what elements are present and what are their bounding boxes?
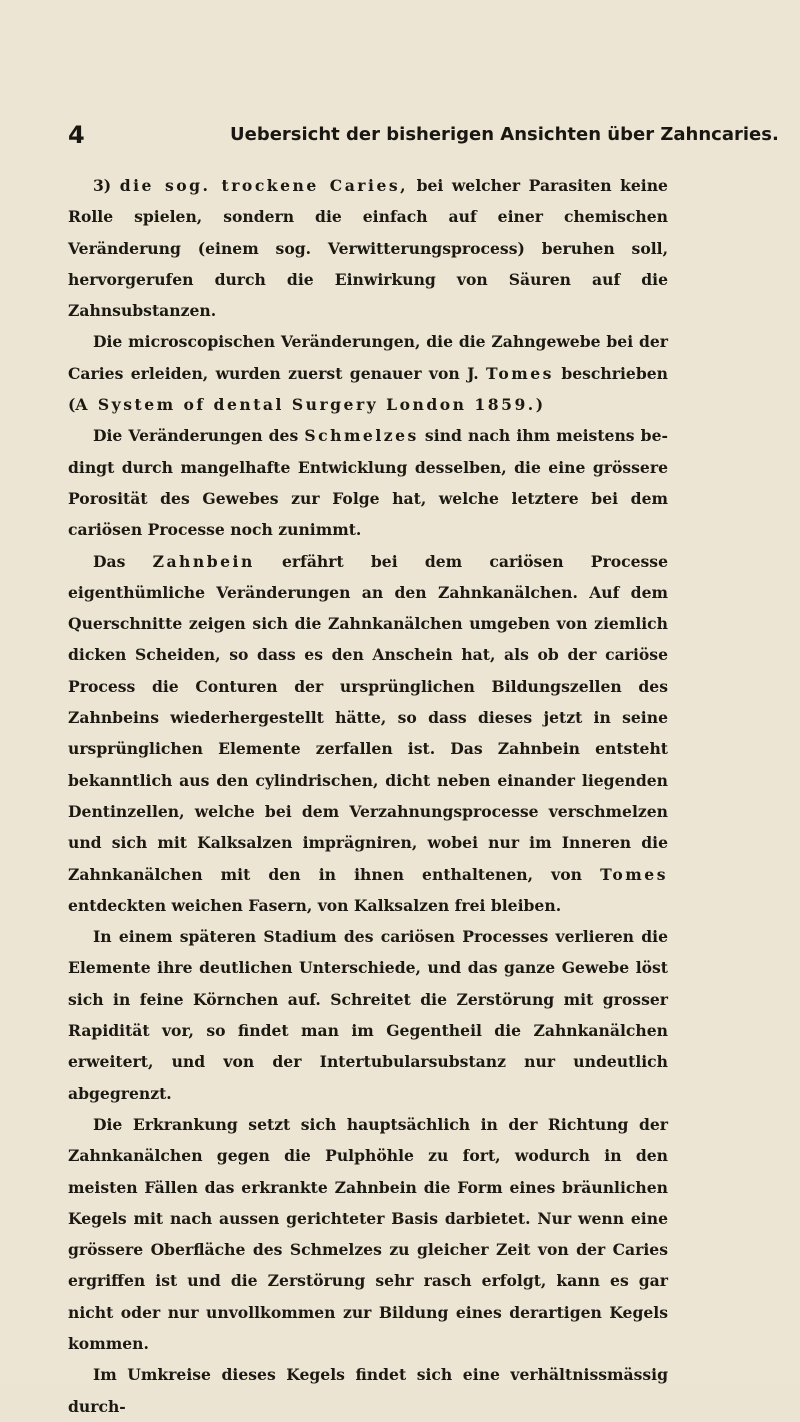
paragraph (68, 1109, 668, 1359)
text-run: Das (92, 551, 153, 571)
paragraph (68, 326, 668, 420)
text-run: erfährt bei dem cariösen Processe eigenthümliche Veränderungen an den Zahnkanälchen. Auf dem Querschnitte zeigen sich die Zahnkanälchen umgeben von ziemlich dicken Scheiden, so dass es den Anschein hat, als ob der cariöse Process die Conturen der ursprünglichen Bildungszellen des Zahnbeins wiederhergestellt hätte, so dass dieses jetzt in seine ursprünglichen Elemente zerfallen ist. Das Zahnbein entsteht bekanntlich aus den cylindrischen, dicht neben einander liegenden Dentinzellen, welche bei dem Verzahnungsprocesse verschmelzen und sich mit Kalksalzen imprägniren, wobei nur im Inneren die Zahnkanälchen mit den in ihnen enthaltenen, von (68, 551, 668, 884)
text-run: ) (535, 395, 544, 415)
text-run: Die Erkrankung setzt sich hauptsächlich in der Richtung der Zahnkanälchen gegen die Pulphöhle zu fort, wodurch in den meisten Fällen das erkrankte Zahnbein die Form eines bräunlichen Kegels mit nach aussen gerichteter Basis darbietet. Nur wenn eine grössere Oberfläche des Schmelzes zu gleicher Zeit von der Caries ergriffen ist und die Zerstörung sehr rasch erfolgt, kann es gar nicht oder nur unvollkommen zur Bildung eines derartigen Kegels kommen. (68, 1114, 668, 1353)
emphasized-term: die sog. trockene Caries, (119, 176, 409, 195)
body-text (68, 170, 668, 1422)
paragraph (68, 170, 668, 326)
citation-title: A System of dental Surgery London 1859. (75, 395, 536, 415)
text-run: entdeckten weichen Fasern, von Kalksalzen frei bleiben. (68, 895, 562, 915)
text-run: Im Umkreise dieses Kegels findet sich eine verhältnissmässig durch- (68, 1365, 668, 1416)
text-run: bei welcher Parasiten keine Rolle spielen, sondern die einfach auf einer chemischen Veränderung (einem sog. Verwitterungsprocess) beruhen soll, hervorgerufen durch die Einwirkung von Säuren auf die Zahnsubstanzen. (68, 176, 668, 321)
paragraph (68, 420, 668, 545)
text-run: 3) (92, 176, 120, 195)
emphasized-term: Zahnbein (152, 551, 255, 571)
page-header (68, 120, 779, 150)
page-number: 4 (68, 121, 85, 149)
text-run: Die Veränderungen des (92, 426, 305, 446)
paragraph (68, 546, 668, 922)
running-title: Uebersicht der bisherigen Ansichten über Zahncaries. (230, 124, 779, 145)
paragraph (68, 1359, 668, 1422)
paragraph (68, 921, 668, 1109)
text-run: beschrieben ( (68, 363, 668, 415)
text-run: sind nach ihm meistens bedingt durch mangelhafte Entwicklung desselben, die eine grössere Porosität des Gewebes zur Folge hat, welche letztere bei dem cariösen Processe noch zunimmt. (68, 426, 668, 540)
author-name: Tomes (486, 363, 554, 383)
text-run: In einem späteren Stadium des cariösen Processes verlieren die Elemente ihre deutlichen Unterschiede, und das ganze Gewebe löst sich in feine Körnchen auf. Schreitet die Zerstörung mit grosser Rapidität vor, so findet man im Gegentheil die Zahnkanälchen erweitert, und von der Intertubularsubstanz nur undeutlich abgegrenzt. (68, 927, 668, 1103)
author-name: Tomes (600, 864, 668, 884)
text-run: Die microscopischen Veränderungen, die die Zahngewebe bei der Caries erleiden, wurden zuerst genauer von J. (68, 332, 668, 383)
emphasized-term: Schmelzes (304, 426, 419, 446)
